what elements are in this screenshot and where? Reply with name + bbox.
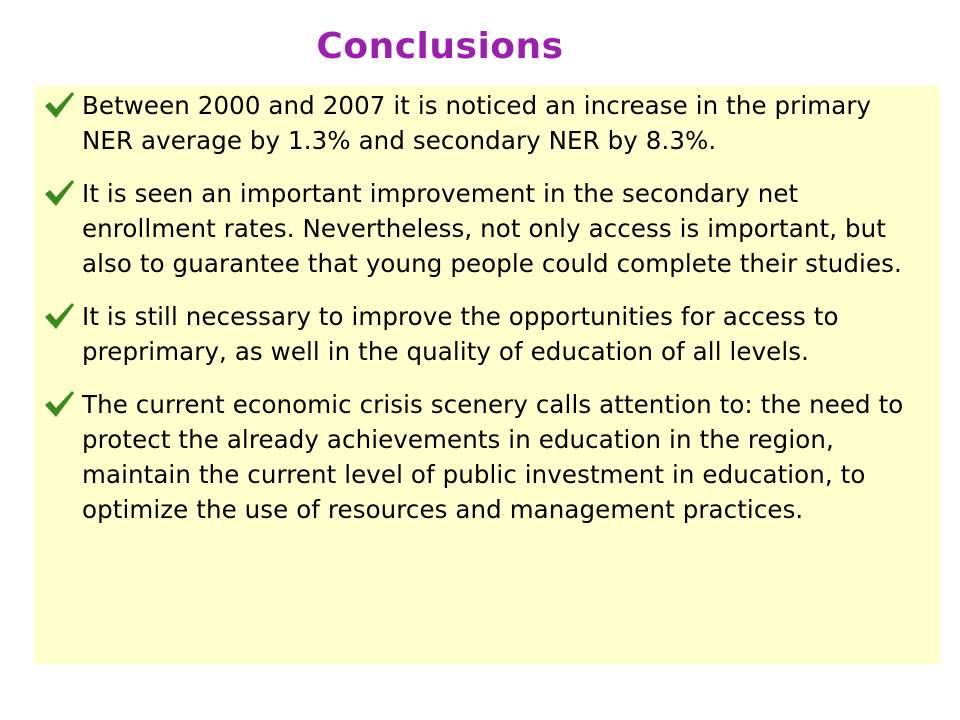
content-panel [34,86,940,664]
bullet-list [34,88,940,545]
slide-title: Conclusions [316,26,564,67]
bullet-text: It is still necessary to improve the opportunities for access to preprimary, as well in the quality of education of all levels. [82,302,839,366]
bullet-text: Between 2000 and 2007 it is noticed an increase in the primary NER average by 1.3% and secondary NER by 8.3%. [82,91,872,155]
bullet-text: The current economic crisis scenery calls attention to: the need to protect the already achievements in education in the region, maintain the current level of public investment in education, to optimize the use of resources and management practices. [82,390,904,524]
check-icon [42,178,76,208]
check-icon [42,90,76,120]
bullet-item [34,299,940,369]
bullet-item [34,88,940,158]
bullet-item [34,176,940,281]
check-icon [42,301,76,331]
bullet-item [34,387,940,527]
bullet-text: It is seen an important improvement in the secondary net enrollment rates. Nevertheless, not only access is important, but also to guarantee that young people could complete their studies. [82,179,902,278]
check-icon [42,389,76,419]
